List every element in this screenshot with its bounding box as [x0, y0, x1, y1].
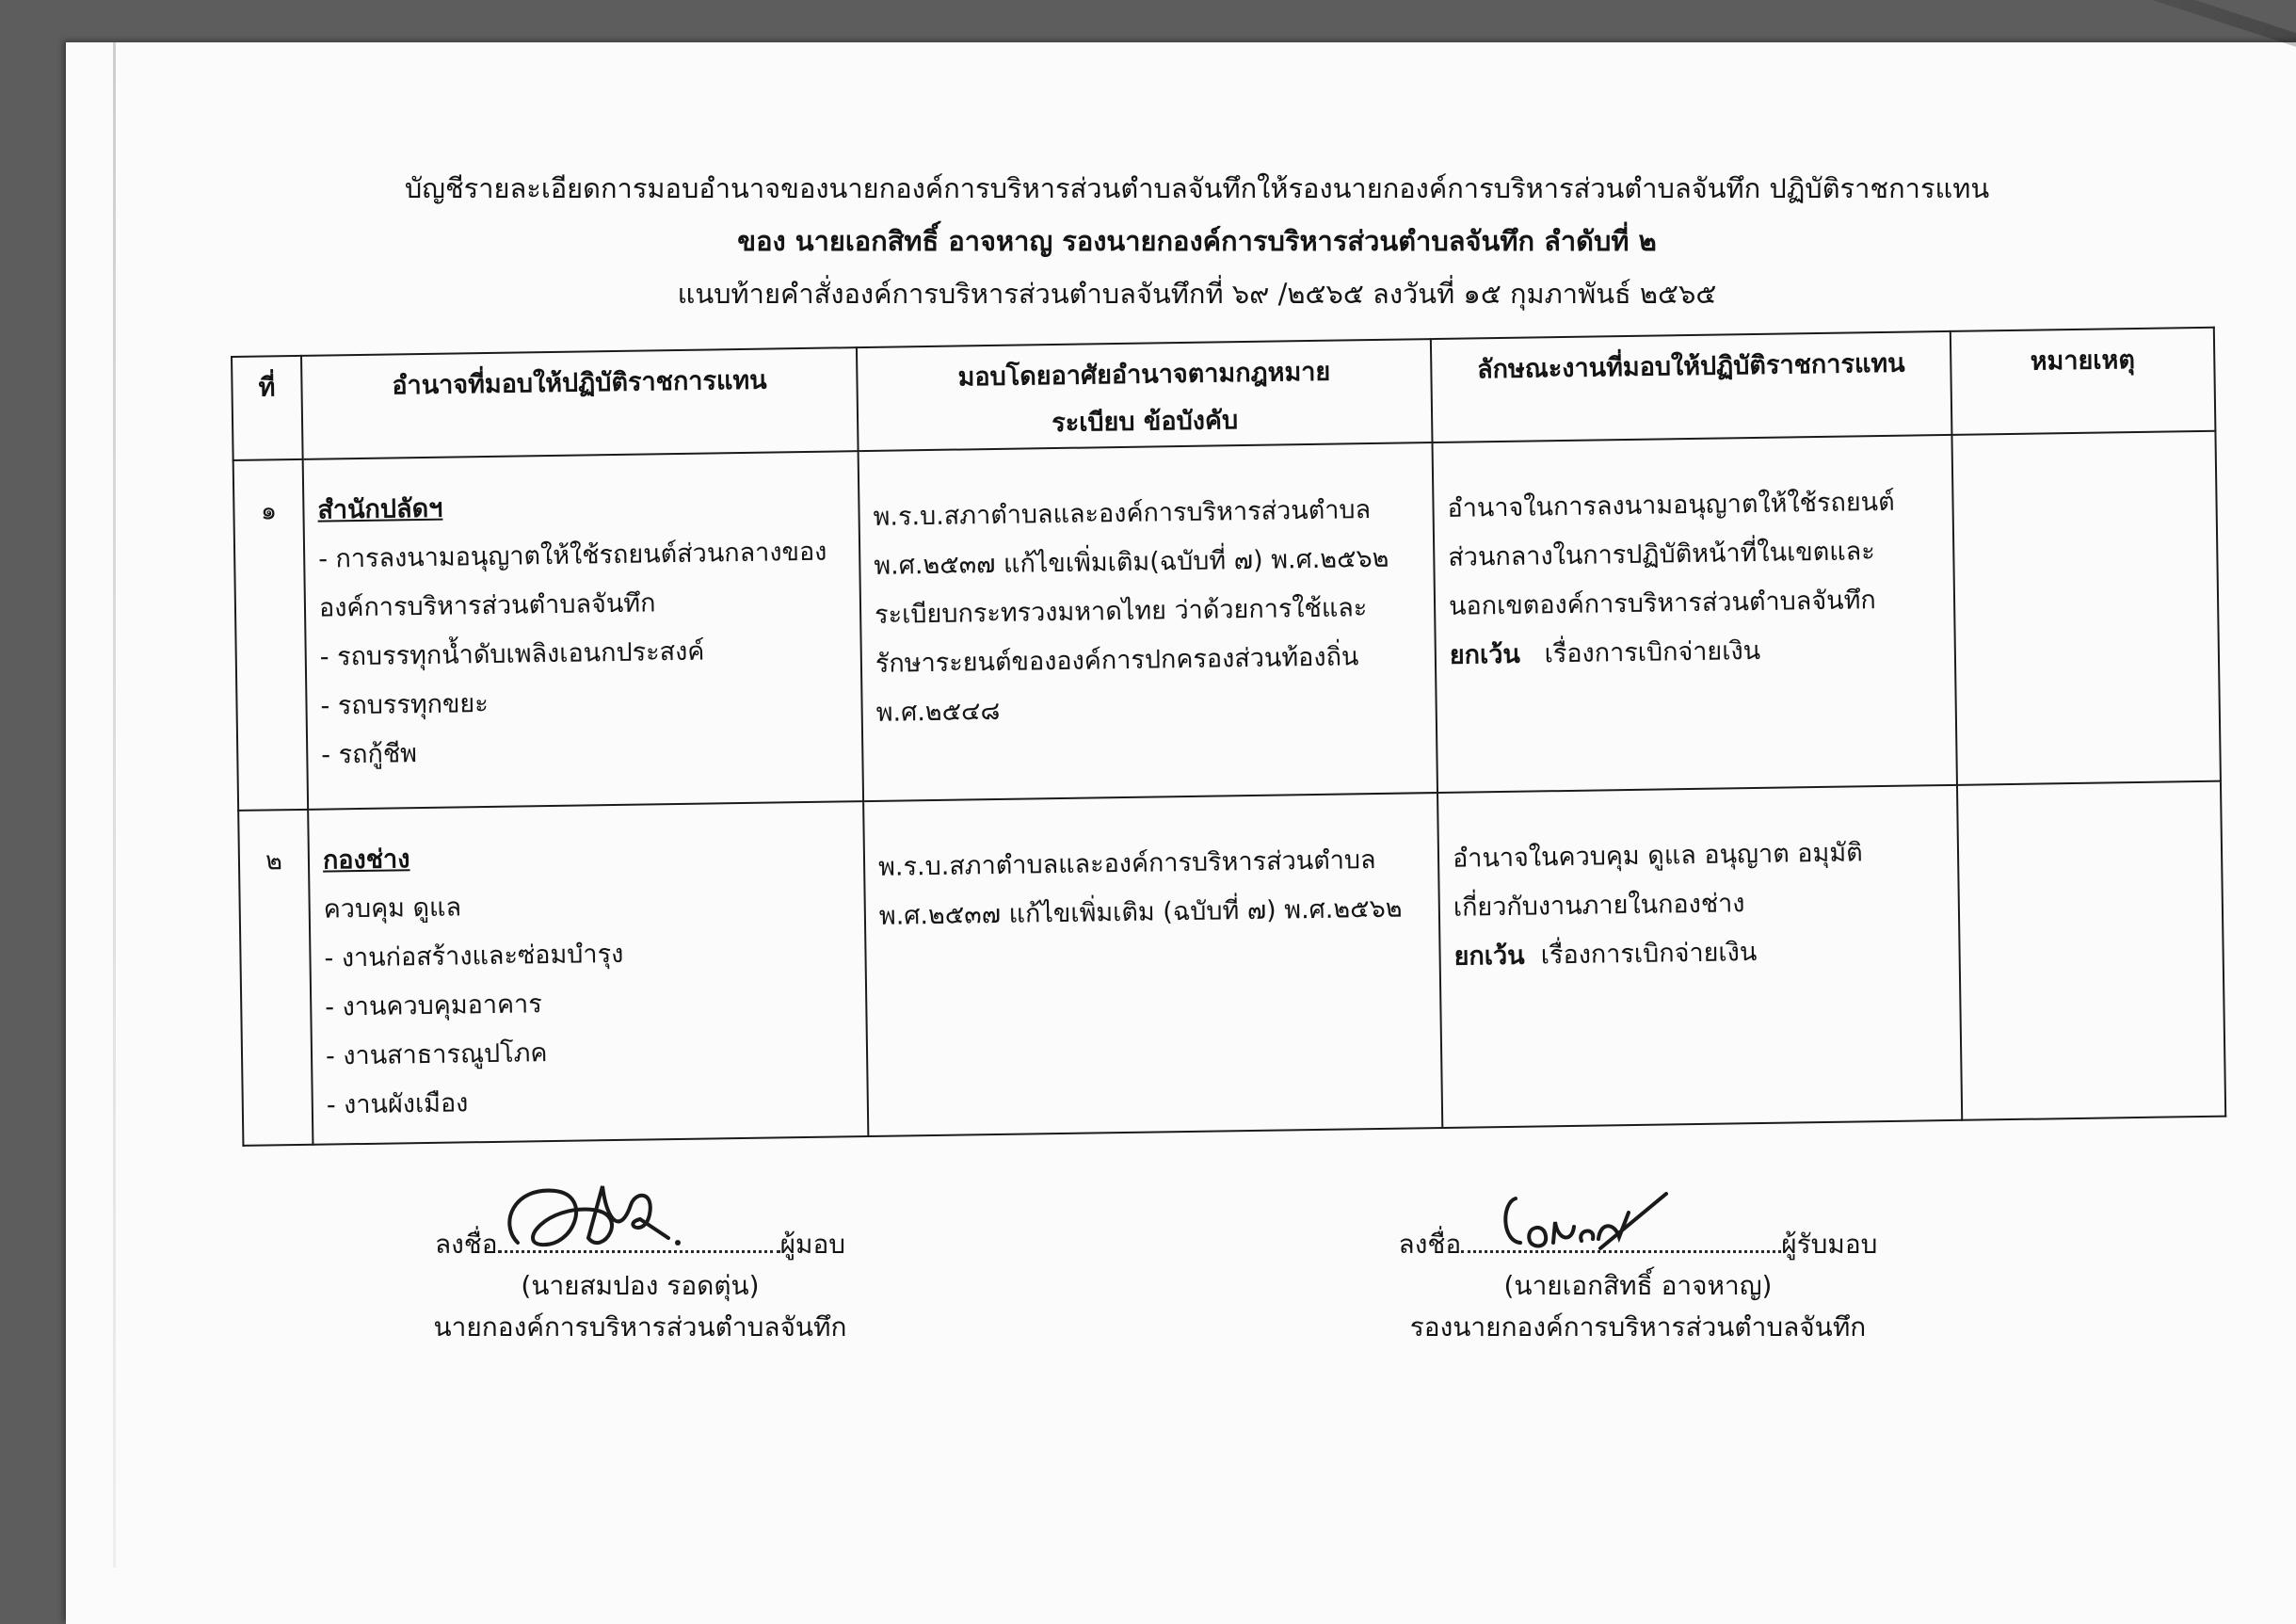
- col-header-power: อำนาจที่มอบให้ปฏิบัติราชการแทน: [301, 347, 859, 459]
- signature-scribble-grantor: [490, 1167, 706, 1271]
- col-header-law-line2: ระเบียบ ข้อบังคับ: [1051, 406, 1239, 439]
- grantor-name: (นายสมปอง รอดตุ่น): [521, 1270, 760, 1301]
- department-name: สำนักปลัดฯ: [317, 493, 443, 525]
- law-line: ระเบียบกระทรวงมหาดไทย ว่าด้วยการใช้และ: [874, 593, 1368, 630]
- exception-label: ยกเว้น: [1453, 941, 1525, 972]
- law-line: พ.ร.บ.สภาตำบลและองค์การบริหารส่วนตำบล: [877, 845, 1376, 882]
- work-line: ส่วนกลางในการปฏิบัติหน้าที่ในเขตและ: [1448, 537, 1875, 572]
- sign-prefix: ลงชื่อ: [1398, 1229, 1462, 1260]
- work-cell: [1437, 785, 1962, 1128]
- power-line: - รถบรรทุกน้ำดับเพลิงเอนกประสงค์: [319, 636, 705, 672]
- law-cell: [859, 442, 1437, 801]
- power-line: - งานควบคุมอาคาร: [325, 989, 542, 1022]
- grantee-name: (นายเอกสิทธิ์ อาจหาญ): [1503, 1270, 1773, 1301]
- delegation-table: [231, 327, 2226, 1147]
- law-line: พ.ศ.๒๕๔๘: [875, 696, 1001, 728]
- document-title: บัญชีรายละเอียดการมอบอำนาจของนายกองค์การบริหารส่วนตำบลจันทึกให้รองนายกองค์การบริหารส่วนตำบลจันทึก ปฏิบัติราชการแทน: [404, 172, 1990, 204]
- law-line: พ.ศ.๒๕๓๗ แก้ไขเพิ่มเติม(ฉบับที่ ๗) พ.ศ.๒๕๖๒: [874, 543, 1389, 581]
- work-line: เกี่ยวกับงานภายในกองช่าง: [1453, 889, 1745, 923]
- sign-suffix: ผู้มอบ: [779, 1229, 846, 1260]
- power-line: - การลงนามอนุญาตให้ใช้รถยนต์ส่วนกลางของ: [317, 537, 827, 574]
- col-header-no: ที่: [232, 356, 303, 460]
- power-line: - งานก่อสร้างและซ่อมบำรุง: [324, 939, 624, 973]
- work-line: นอกเขตองค์การบริหารส่วนตำบลจันทึก: [1448, 586, 1876, 621]
- document-subtitle: ของ นายเอกสิทธิ์ อาจหาญ รองนายกองค์การบริหารส่วนตำบลจันทึก ลำดับที่ ๒: [737, 225, 1657, 257]
- page-corner-shadow: [1945, 0, 2296, 55]
- work-exception: [1453, 925, 1946, 982]
- exception-text: เรื่องการเบิกจ่ายเงิน: [1524, 938, 1758, 971]
- grantor-position: นายกองค์การบริหารส่วนตำบลจันทึก: [433, 1311, 847, 1343]
- table-row: [238, 781, 2225, 1146]
- signature-block-grantor: [414, 1224, 866, 1348]
- col-header-note: หมายเหตุ: [1951, 328, 2216, 435]
- sign-suffix: ผู้รับมอบ: [1781, 1229, 1878, 1260]
- grantee-position: รองนายกองค์การบริหารส่วนตำบลจันทึก: [1409, 1311, 1867, 1343]
- work-exception: [1449, 624, 1941, 681]
- law-cell: [863, 793, 1442, 1136]
- power-cell: [303, 451, 863, 810]
- signature-scribble-grantee: [1487, 1175, 1676, 1260]
- col-header-law-line1: มอบโดยอาศัยอำนาจตามกฎหมาย: [957, 357, 1331, 393]
- work-line: อำนาจในการลงนามอนุญาตให้ใช้รถยนต์: [1447, 487, 1895, 523]
- power-line: - รถบรรทุกขยะ: [320, 688, 489, 721]
- col-header-work: ลักษณะงานที่มอบให้ปฏิบัติราชการแทน: [1431, 331, 1952, 442]
- power-line: - งานสาธารณูปโภค: [325, 1038, 548, 1071]
- work-line: อำนาจในควบคุม ดูแล อนุญาต อมุมัติ: [1452, 838, 1863, 874]
- law-line: พ.ร.บ.สภาตำบลและองค์การบริหารส่วนตำบล: [873, 495, 1372, 532]
- col-header-law: [857, 339, 1433, 451]
- law-line: รักษาระยนต์ขององค์การปกครองส่วนท้องถิ่น: [875, 642, 1359, 679]
- exception-label: ยกเว้น: [1449, 639, 1521, 670]
- work-cell: [1433, 435, 1957, 793]
- sign-prefix: ลงชื่อ: [434, 1229, 498, 1260]
- law-line: พ.ศ.๒๕๓๗ แก้ไขเพิ่มเติม (ฉบับที่ ๗) พ.ศ.๒๕๖๒: [878, 893, 1403, 931]
- document-reference: แนบท้ายคำสั่งองค์การบริหารส่วนตำบลจันทึกที่ ๖๙ /๒๕๖๕ ลงวันที่ ๑๕ กุมภาพันธ์ ๒๕๖๕: [677, 278, 1717, 310]
- exception-text: เรื่องการเบิกจ่ายเงิน: [1519, 635, 1761, 669]
- power-line: - รถกู้ชีพ: [321, 739, 418, 770]
- power-line: องค์การบริหารส่วนตำบลจันทึก: [318, 588, 656, 623]
- signature-block-grantee: [1374, 1224, 1902, 1348]
- row-number: ๑: [233, 459, 309, 811]
- power-line: ควบคุม ดูแล: [323, 892, 462, 925]
- power-line: - งานผังเมือง: [326, 1088, 469, 1120]
- power-cell: [308, 801, 868, 1145]
- row-number: ๒: [238, 810, 313, 1146]
- department-name: กองช่าง: [322, 844, 410, 876]
- page-edge: [113, 42, 116, 1568]
- table-row: [233, 431, 2221, 811]
- note-cell: [1957, 781, 2225, 1120]
- note-cell: [1951, 431, 2220, 785]
